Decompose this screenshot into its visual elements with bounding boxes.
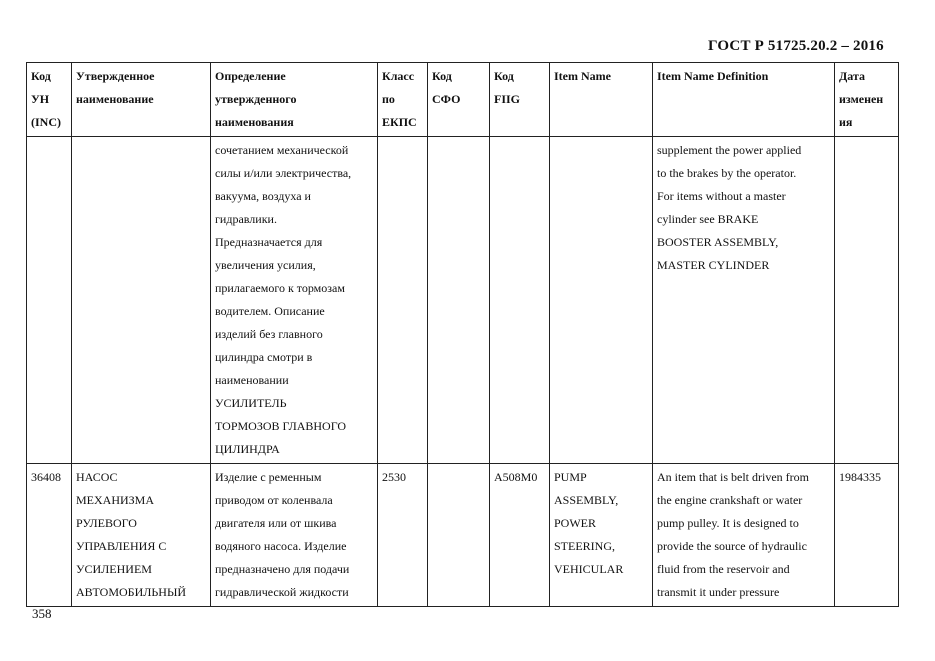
cell-inc (27, 137, 72, 464)
header-item-name-definition: Item Name Definition (653, 63, 835, 137)
header-definition: Определение утвержденного наименования (211, 63, 378, 137)
header-inc: Код УН (INC) (27, 63, 72, 137)
cell-ekps-class (378, 137, 428, 464)
header-row (27, 63, 899, 137)
cell-item-name-definition: supplement the power applied to the brakes by the operator. For items without a master cylinder see BRAKE BOOSTER ASSEMBLY, MASTER CYLINDER (653, 137, 835, 464)
cell-fiig-code (490, 137, 550, 464)
header-approved-name: Утвержденное наименование (72, 63, 211, 137)
header-fiig-code: Код FIIG (490, 63, 550, 137)
table-row (27, 464, 899, 607)
table-row (27, 137, 899, 464)
cell-definition: Изделие с ременным приводом от коленвала двигателя или от шкива водяного насоса. Изделие предназначено для подачи гидравлической жидкости (211, 464, 378, 607)
cell-item-name: PUMP ASSEMBLY, POWER STEERING, VEHICULAR (550, 464, 653, 607)
cell-approved-name: НАСОС МЕХАНИЗМА РУЛЕВОГО УПРАВЛЕНИЯ С УСИЛЕНИЕМ АВТОМОБИЛЬНЫЙ (72, 464, 211, 607)
header-sfo-code: Код СФО (428, 63, 490, 137)
header-ekps-class: Класс по ЕКПС (378, 63, 428, 137)
cell-sfo-code (428, 137, 490, 464)
document-title: ГОСТ Р 51725.20.2 – 2016 (708, 38, 884, 54)
header-change-date: Дата изменен ия (835, 63, 899, 137)
cell-inc: 36408 (27, 464, 72, 607)
cell-fiig-code: A508M0 (490, 464, 550, 607)
cell-change-date (835, 137, 899, 464)
cell-sfo-code (428, 464, 490, 607)
page-number: 358 (32, 606, 52, 621)
header-item-name: Item Name (550, 63, 653, 137)
cell-item-name (550, 137, 653, 464)
catalog-table (26, 62, 899, 607)
cell-item-name-definition: An item that is belt driven from the engine crankshaft or water pump pulley. It is designed to provide the source of hydraulic fluid from the reservoir and transmit it under pressure (653, 464, 835, 607)
cell-ekps-class: 2530 (378, 464, 428, 607)
cell-approved-name (72, 137, 211, 464)
cell-change-date: 1984335 (835, 464, 899, 607)
cell-definition: сочетанием механической силы и/или электричества, вакуума, воздуха и гидравлики. Предназначается для увеличения усилия, прилагаемого к тормозам водителем. Описание изделий без главного цилиндра смотри в наименовании УСИЛИТЕЛЬ ТОРМОЗОВ ГЛАВНОГО ЦИЛИНДРА (211, 137, 378, 464)
